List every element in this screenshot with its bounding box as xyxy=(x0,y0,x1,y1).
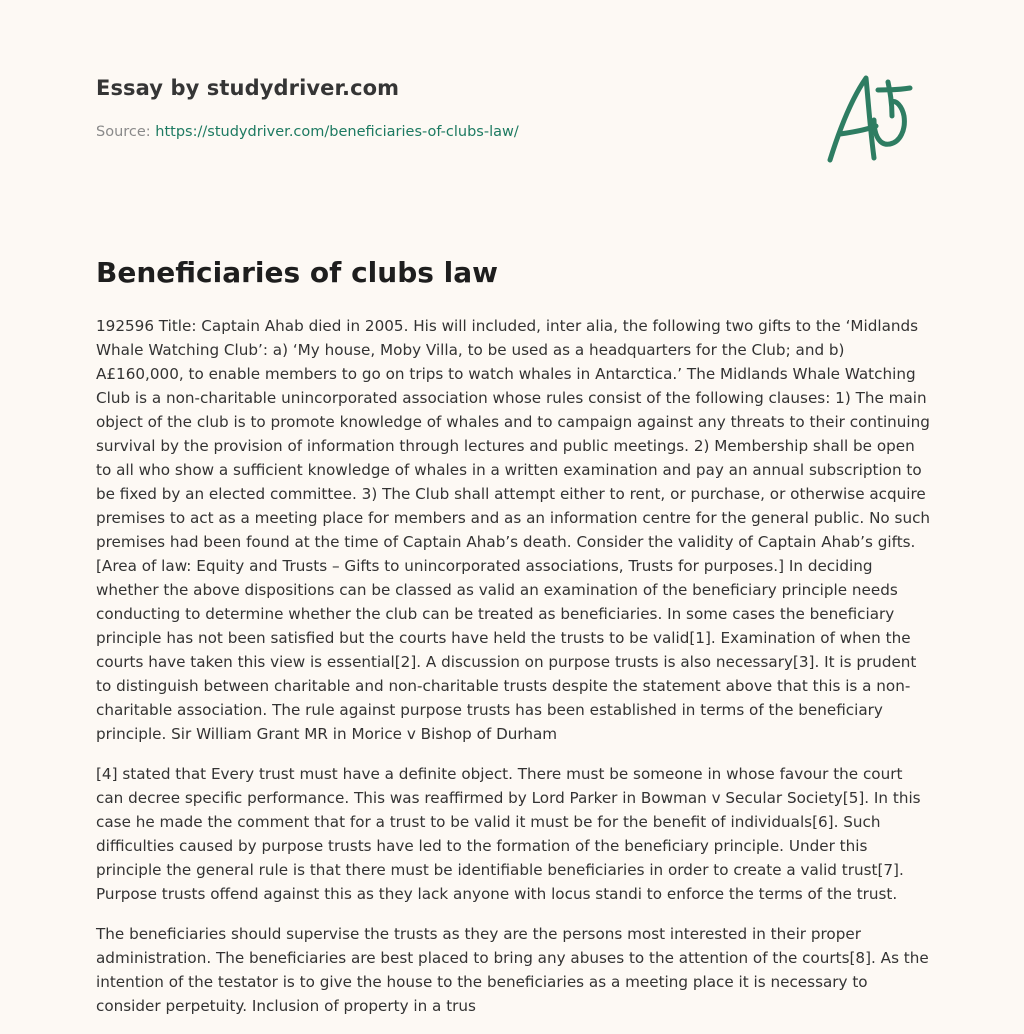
page-title: Beneficiaries of clubs law xyxy=(96,256,499,289)
source-link[interactable]: https://studydriver.com/beneficiaries-of-clubs-law/ xyxy=(155,124,519,140)
essay-paragraph: 192596 Title: Captain Ahab died in 2005. His will included, inter alia, the following two gifts to the ‘Midlands Whale Watching Club’: a) ‘My house, Moby Villa, to be used as a headquarters for the Club; and b) A£160,000, to enable members to go on trips to watch whales in Antarctica.’ The Midlands Whale Watching Club is a non-charitable unincorporated association whose rules consist of the following clauses: 1) The main object of the club is to promote knowledge of whales and to campaign against any threats to their continuing survival by the provision of information through lectures and public meetings. 2) Membership shall be open to all who show a sufficient knowledge of whales in a written examination and pay an annual subscription to be fixed by an elected committee. 3) The Club shall attempt either to rent, or purchase, or otherwise acquire premises to act as a meeting place for members and as an information centre for the general public. No such premises had been found at the time of Captain Ahab’s death. Consider the validity of Captain Ahab’s gifts. [Area of law: Equity and Trusts – Gifts to unincorporated associations, Trusts for purposes.] In deciding whether the above dispositions can be classed as valid an examination of the beneficiary principle needs conducting to determine whether the club can be treated as beneficiaries. In some cases the beneficiary principle has not been satisfied but the courts have held the trusts to be valid[1]. Examination of when the courts have taken this view is essential[2]. A discussion on purpose trusts is also necessary[3]. It is prudent to distinguish between charitable and non-charitable trusts despite the statement above that this is a non-charitable association. The rule against purpose trusts has been established in terms of the beneficiary principle. Sir William Grant MR in Morice v Bishop of Durham xyxy=(96,317,931,743)
site-title: Essay by studydriver.com xyxy=(96,76,400,100)
source-label: Source: xyxy=(96,124,151,140)
source-line xyxy=(96,124,519,140)
a-plus-logo-icon xyxy=(826,68,926,164)
essay-body xyxy=(96,314,932,1034)
page-header xyxy=(96,0,928,200)
essay-paragraph: The beneficiaries should supervise the trusts as they are the persons most interested in their proper administration. The beneficiaries are best placed to bring any abuses to the attention of the courts[8]. As the intention of the testator is to give the house to the beneficiaries as a meeting place it is necessary to consider perpetuity. Inclusion of property in a trus xyxy=(96,925,929,1015)
essay-paragraph: [4] stated that Every trust must have a definite object. There must be someone in whose favour the court can decree specific performance. This was reaffirmed by Lord Parker in Bowman v Secular Society[5]. In this case he made the comment that for a trust to be valid it must be for the benefit of individuals[6]. Such difficulties caused by purpose trusts have led to the formation of the beneficiary principle. Under this principle the general rule is that there must be identifiable beneficiaries in order to create a valid trust[7]. Purpose trusts offend against this as they lack anyone with locus standi to enforce the terms of the trust. xyxy=(96,765,921,903)
